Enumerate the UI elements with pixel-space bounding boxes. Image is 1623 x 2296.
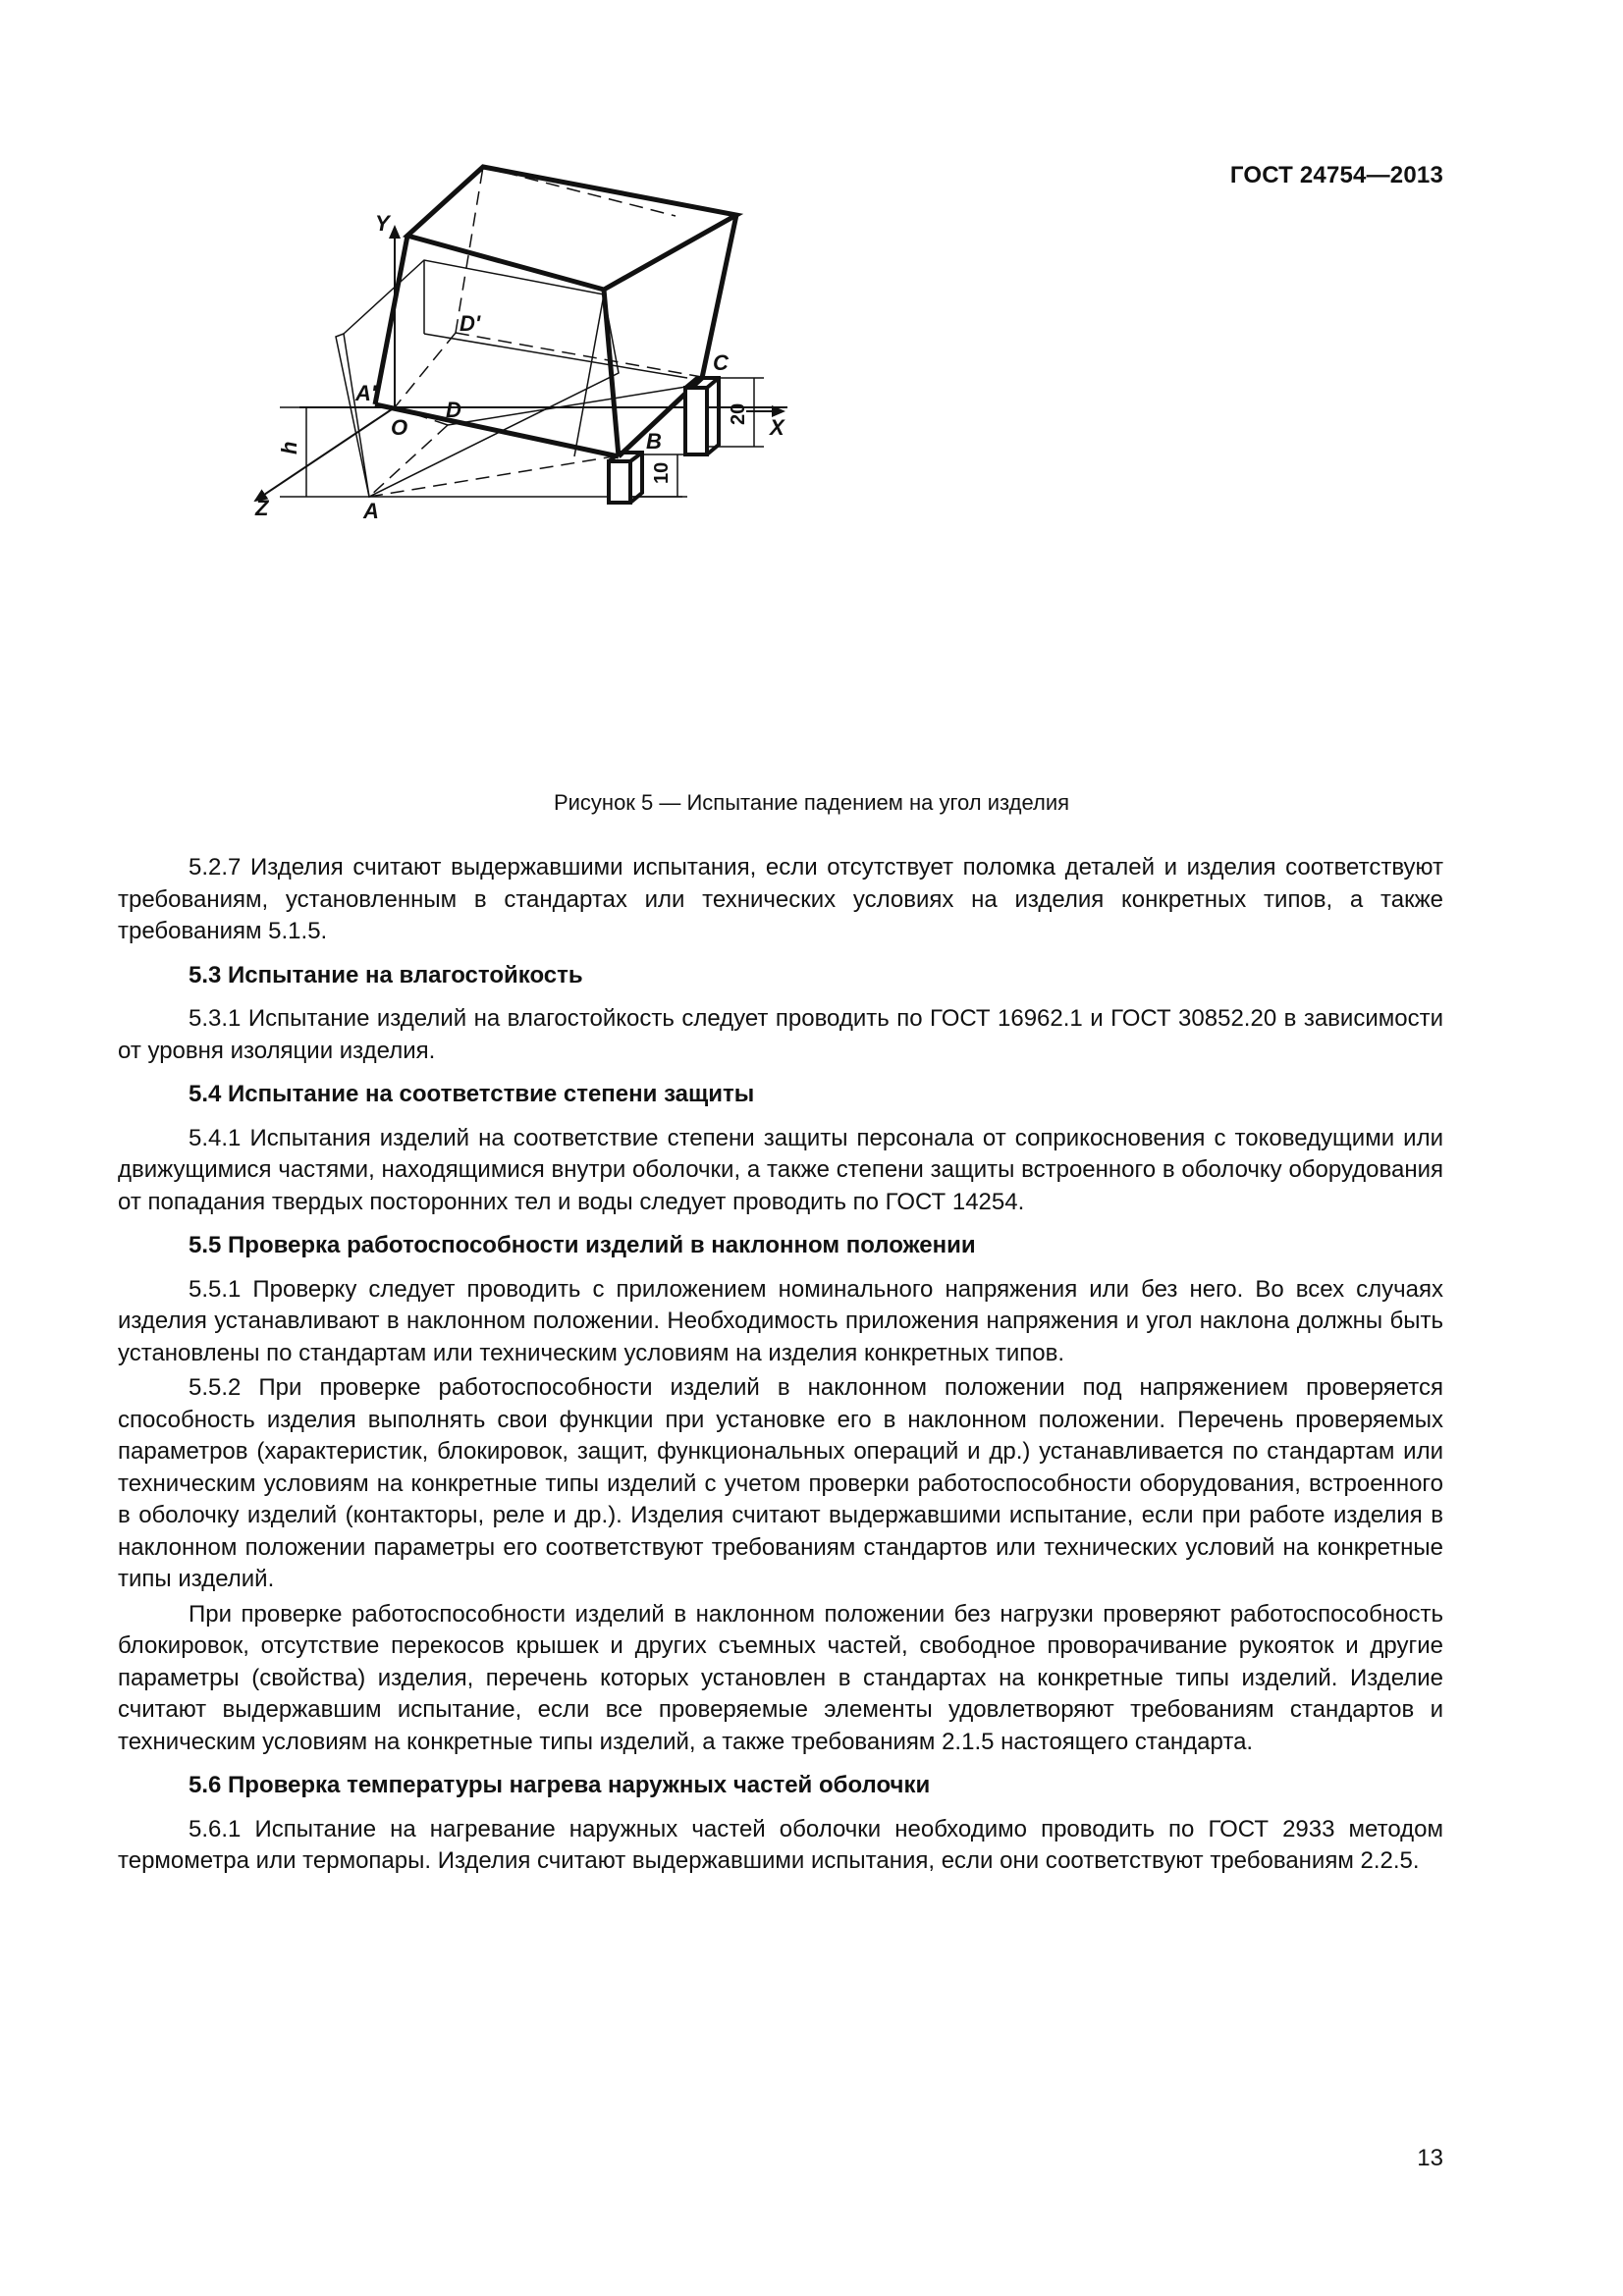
- original-box-outline: [336, 260, 692, 497]
- paragraph-5-5-1: 5.5.1 Проверку следует проводить с приложением номинального напряжения или без него. Во всех случаях изделия устанавливают в наклонном положении. Необходимость приложения напряжения и угол наклона должны быть установлены по стандартам или техническим условиям на изделия конкретных типов.: [118, 1275, 1443, 1366]
- dimension-10-label: 10: [651, 461, 673, 484]
- paragraph-5-4-1: 5.4.1 Испытания изделий на соответствие степени защиты персонала от соприкосновения с токоведущими или движущимися частями, находящимися внутри оболочки, а также степени защиты встроенного в оболочку оборудования от попадания твердых посторонних тел и воды следует проводить по ГОСТ 14254.: [118, 1124, 1443, 1215]
- label-o: O: [391, 415, 408, 440]
- page-number: 13: [1417, 2145, 1443, 2171]
- figure-5-drop-test-diagram: [255, 211, 1198, 790]
- label-b: B: [646, 429, 662, 454]
- figure-caption: Рисунок 5 — Испытание падением на угол изделия: [553, 790, 1070, 815]
- section-heading-5-3: 5.3 Испытание на влагостойкость: [189, 961, 583, 988]
- paragraph-5-5-2: 5.5.2 При проверке работоспособности изделий в наклонном положении под напряжением проверяется способность изделия выполнять свои функции при установке его в наклонном положении. Перечень проверяемых параметров (характеристик, блокировок, защит, функциональных операций и др.) устанавливается по стандартам или техническим условиям на конкретные типы изделий с учетом проверки работоспособности оборудования, встроенного в оболочку изделий (контакторы, реле и др.). Изделия считают выдержавшими испытание, если при работе изделия в наклонном положении параметры его соответствуют требованиям стандартов или технических условий на конкретные типы изделий.: [118, 1374, 1443, 1592]
- label-a-prime: A': [355, 381, 377, 405]
- paragraph-5-5-2-continued: При проверке работоспособности изделий в наклонном положении без нагрузки проверяют работоспособность блокировок, отсутствие перекосов крышек и других съемных частей, свободное проворачивание рукояток и другие параметры (свойства) изделия, перечень которых установлен в стандартах на конкретные типы изделий. Изделие считают выдержавшим испытание, если все проверяемые элементы удовлетворяют требованиям стандартов и техническим условиям на конкретные типы изделий, а также требованиям 2.1.5 настоящего стандарта.: [118, 1600, 1443, 1755]
- section-heading-5-6: 5.6 Проверка температуры нагрева наружных частей оболочки: [189, 1772, 931, 1798]
- section-heading-5-4: 5.4 Испытание на соответствие степени защиты: [189, 1081, 755, 1107]
- label-d: D: [446, 398, 461, 422]
- label-z: Z: [255, 496, 269, 520]
- label-x: X: [770, 415, 784, 440]
- document-code-header: ГОСТ 24754—2013: [1229, 162, 1443, 188]
- drop-test-drawing: [255, 211, 1198, 790]
- label-y: Y: [375, 211, 390, 236]
- tilted-box: [375, 167, 736, 456]
- paragraph-5-2-7: 5.2.7 Изделия считают выдержавшими испытания, если отсутствует поломка деталей и изделия соответствуют требованиям, установленным в стандартах или технических условиях на изделия конкретных типов, а также требованиям 5.1.5.: [118, 854, 1443, 944]
- paragraph-5-6-1: 5.6.1 Испытание на нагревание наружных частей оболочки необходимо проводить по ГОСТ 2933 методом термометра или термопары. Изделия считают выдержавшими испытания, если они соответствуют требованиям 2.2.5.: [118, 1815, 1443, 1874]
- paragraph-5-3-1: 5.3.1 Испытание изделий на влагостойкость следует проводить по ГОСТ 16962.1 и ГОСТ 30852.20 в зависимости от уровня изоляции изделия.: [118, 1005, 1443, 1064]
- support-block-b: [609, 453, 642, 503]
- dimension-h-label: h: [277, 441, 301, 454]
- dimension-20-label: 20: [728, 402, 749, 425]
- support-block-c: [685, 378, 719, 454]
- document-body: [118, 852, 1443, 1878]
- label-c: C: [713, 350, 729, 375]
- label-d-prime: D': [460, 311, 481, 336]
- section-heading-5-5: 5.5 Проверка работоспособности изделий в наклонном положении: [189, 1232, 976, 1258]
- label-a: A: [363, 499, 379, 523]
